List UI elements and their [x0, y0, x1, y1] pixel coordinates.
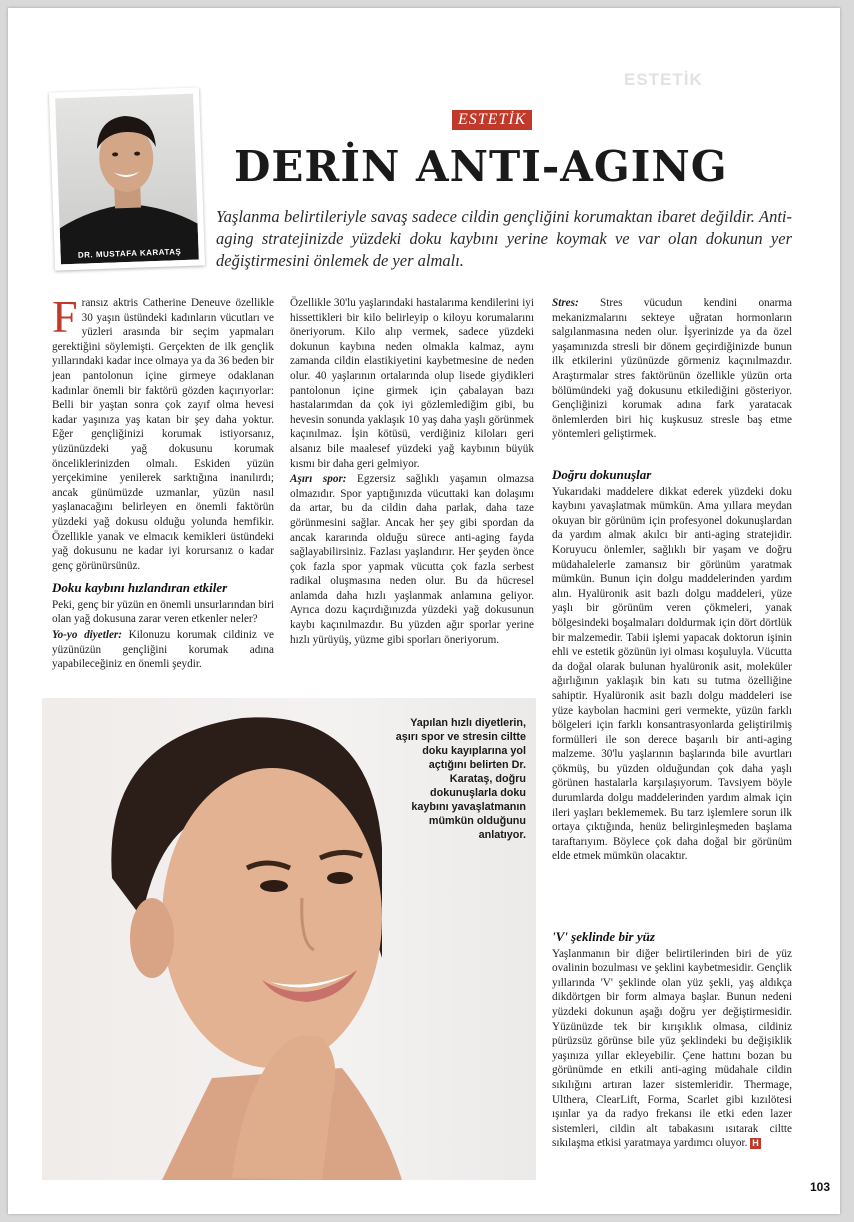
- doctor-photo: [55, 94, 199, 265]
- doctor-portrait: [49, 87, 205, 270]
- end-mark-icon: H: [752, 1138, 759, 1149]
- portrait-caption: DR. MUSTAFA KARATAŞ: [77, 247, 182, 260]
- yoyo-paragraph: [52, 628, 274, 672]
- photo-caption: Yapılan hızlı diyetlerin, aşırı spor ve stresin ciltte doku kayıplarına yol açtığını belirten Dr. Karataş, doğru dokunuşlarla doku kaybını yavaşlatmanın mümkün olduğunu anlatıyor.: [395, 717, 526, 841]
- intro-paragraph: [52, 291, 274, 573]
- question-paragraph: Peki, genç bir yüzün en önemli unsurlarından biri olan yağ dokusuna zarar veren etkenler neler?: [52, 598, 274, 626]
- article-column-2: [290, 296, 534, 648]
- subhead-v-yuz: 'V' şeklinde bir yüz: [552, 929, 655, 944]
- dokunus-paragraph: Yukarıdaki maddelere dikkat ederek yüzdeki doku kaybını yavaşlatmak mümkün. Ama yıllara meydan okuyan bir görünüm için profesyonel dokunuşlardan da yardım almak akılcı bir anti-aging stratejidir. Koruyucu önlemler, sağlıklı bir yaşam ve doğru müdahalelerle zamansız bir görünüm yaratmak mümkün. Bunun için dolgu maddelerinden yardım alın. Hyalüronik asit bazlı dolgu maddeleri, yüze yaşlı bir görünüm veren çökmeleri, yanak bölgesindeki boşalmaları doldurmak için dört dörtlük bir malzemedir. Tabii işlemi yapacak doktorun işinin ehli ve estetik gözünün iyi olması koşuluyla. Vücutta da doğal olarak bulunan hyalüronik asit, moleküler ağırlığının yaklaşık bin katı su tutma özelliğine sahiptir. Hyalüronik asit bazlı dolgu maddeleri ise yüze kaybolan hacmini geri vermekte, yüzün farklı bölgeleri için farklı konsantrasyonlarda geliştirilmiş formülleri ile son derece başarılı bir anti-aging malzeme. 30'lu yaşlarının başlarında bile avurtları çökmüş, bu yüzden olduğundan çok daha yaşlı görünen hastalarla karşılaşıyorum. Tavsiyem böyle durumlarda dolgu maddelerinden yardım almak için ileri yaşları beklememek. Bu tarz işlemlere sorun ilk ortaya çıktığında, henüz belirginleşmeden başlama taraftarıyım. Böylece çok daha doğal bir görünüm elde etmek mümkün olacaktır.: [552, 485, 792, 863]
- article-column-3-dokunus: [552, 468, 792, 865]
- subhead-doku-kaybi: Doku kaybını hızlandıran etkiler: [52, 580, 228, 596]
- subhead-dogru-dokunuslar: Doğru dokunuşlar: [552, 467, 652, 482]
- article-column-3-stress: [552, 296, 792, 443]
- intro-text: ransız aktris Catherine Deneuve özellikle 30 yaşın üstündeki kadınların vücutları ve yüzleri arasında bir seçim yapmaları gerektiğini söylemişti. Gerçekten de ilk gençlik yıllarındaki kadar ince olmaya ya da 36 beden bir jean pantolonun içine girmeye odaklanan kadınlar önemli bir faktörü gözden kaçırıyorlar: Belli bir yaştan sonra çok zayıf olma hevesi kadar yaşınıza yaş katan bir şey daha yoktur. Eğer gençliğinizi korumak istiyorsanız, yüzünüzdeki yağ dokusunu korumak önceliklerinizden olmalı. Eskiden yüzün yerçekimine yenilerek sarktığına inanılırdı; ancak günümüzde uzmanlar, yüzün nasıl yaşlanacağını belirleyen en önemli faktörün yüzdeki yağ dokusu olduğu yolunda hemfikir. Özellikle yanak ve elmacık kemikleri üstündeki yağ dokusunu ne kadar iyi korursanız o kadar genç görünürsünüz.: [52, 297, 274, 572]
- weight-paragraph: Özellikle 30'lu yaşlarındaki hastalarıma kendilerini iyi hissettikleri bir kilo belirleyip o kiloyu korumalarını öneriyorum. Kilo alıp vermek, sadece yüzdeki dokunun kaybına neden olmakla kalmaz, aynı zamanda cildin elastikiyetini kaybetmesine de neden olur. 40 yaşlarının ortalarında olup lisede giydikleri pantolonun içine girmek için çabalayan bazı hastalarımdan da çok iyi gözlemlediğim gibi, bu hevesin sonunda yaklaşık 10 yaş daha yaşlı görünmek kaçınılmaz. İşin kötüsü, verdiğiniz kiloları geri alsanız bile maalesef yüzdeki yağ kaybının büyük kısmı bir daha geri gelmiyor.: [290, 297, 534, 470]
- article-column-1: [52, 291, 275, 673]
- section-kicker: ESTETİK: [452, 110, 532, 130]
- yoyo-label: Yo-yo diyetler:: [52, 629, 122, 642]
- lede: Yaşlanma belirtileriyle savaş sadece cildin gençliğini korumaktan ibaret değildir. Anti-aging stratejinizde yüzdeki doku kaybını yerine koymak ve var olan dokunun yer değiştirmesini önlemek de yer almalı.: [216, 207, 792, 270]
- headline: DERİN ANTI-AGING: [234, 142, 728, 191]
- page-number: 103: [810, 1180, 831, 1194]
- doctor-illustration: [55, 94, 199, 265]
- drop-cap: F: [52, 291, 78, 342]
- article-column-3-vface: [552, 930, 792, 1152]
- sport-paragraph: [290, 472, 534, 647]
- stress-paragraph: [552, 296, 792, 442]
- stress-label: Stres:: [552, 297, 579, 309]
- stress-text: Stres vücudun kendini onarma mekanizmalarını sekteye uğratan hormonların salgılanmasına neden olur. İşyerinizde ya da özel yaşamınızda stresli bir dönem geçirdiğinizde bunun ilk etkilerini yüzünüzde görmeniz kaçınılmazdır. Araştırmalar stres faktörünün özellikle yüzün orta bölümündeki yağ dokusunu etkilediğini gösteriyor. Gençliğinizi korumak adına fark yaratacak önlemlerden biri hiç kuşkusuz stresle baş etme yöntemleri geliştirmek.: [552, 297, 792, 441]
- yoyo-text: Kilonuzu korumak cildiniz ve yüzünüzün gençliğini korumak adına yapabileceğiniz en önemli şeydir.: [52, 629, 275, 671]
- v-paragraph: [552, 947, 792, 1151]
- sport-label: Aşırı spor:: [290, 473, 347, 486]
- ghost-brand-text: ESTETİK: [624, 70, 703, 89]
- v-text: Yaşlanmanın bir diğer belirtilerinden biri de yüz ovalinin bozulması ve şeklini kaybetmesidir. Gençlik yıllarında 'V' şeklinde olan yüz şekli, yaş aldıkça dikdörtgen bir form almaya başlar. Bunun nedeni yüzdeki dokunun aşağı doğru yer değiştirmesidir. Yüzünüzde tek bir kırışıklık olmasa, cildiniz pürüzsüz görünse bile yüz şeklindeki bu değişiklik yaşınıza yıllar ekleyebilir. Çene hattını bozan bu görünümde en etkili anti-aging müdahale cildin sıkılığını artıran lazer sistemleridir. Thermage, Ulthera, ClearLift, Forma, Scarlet gibi kızılötesi ışınlar ya da radyo frekansı ile etki eden lazer sistemleri, cildin alt tabakasını ısıtarak ciltte sıkılaşma etkisi yaratmaya yardımcı oluyor.: [552, 947, 792, 1150]
- sport-text: Egzersiz sağlıklı yaşamın olmazsa olmazıdır. Spor yaptığınızda vücuttaki kan dolaşımı da artar, bu da cildin daha parlak, daha taze görünmesini sağlar. Ancak her şey gibi spordan da ancak kararında olduğu sürece anti-aging fayda sağlayabilirsiniz. Fazlası yaşlandırır. Her şeyden önce çok fazla spor yapmak vücutta çok fazla serbest radikal oluşmasına neden olur. Bu da hücresel anlamda daha hızlı yaşlanmak anlamına geliyor. Ayrıca dozu kaçırdığınızda yüzdeki yağ dokusunun kaybı kaçınılmazdır. Bu yüzden ağır sporlar yerine hızlı yürüyüş, yüzme gibi sporları öneriyorum.: [290, 473, 534, 646]
